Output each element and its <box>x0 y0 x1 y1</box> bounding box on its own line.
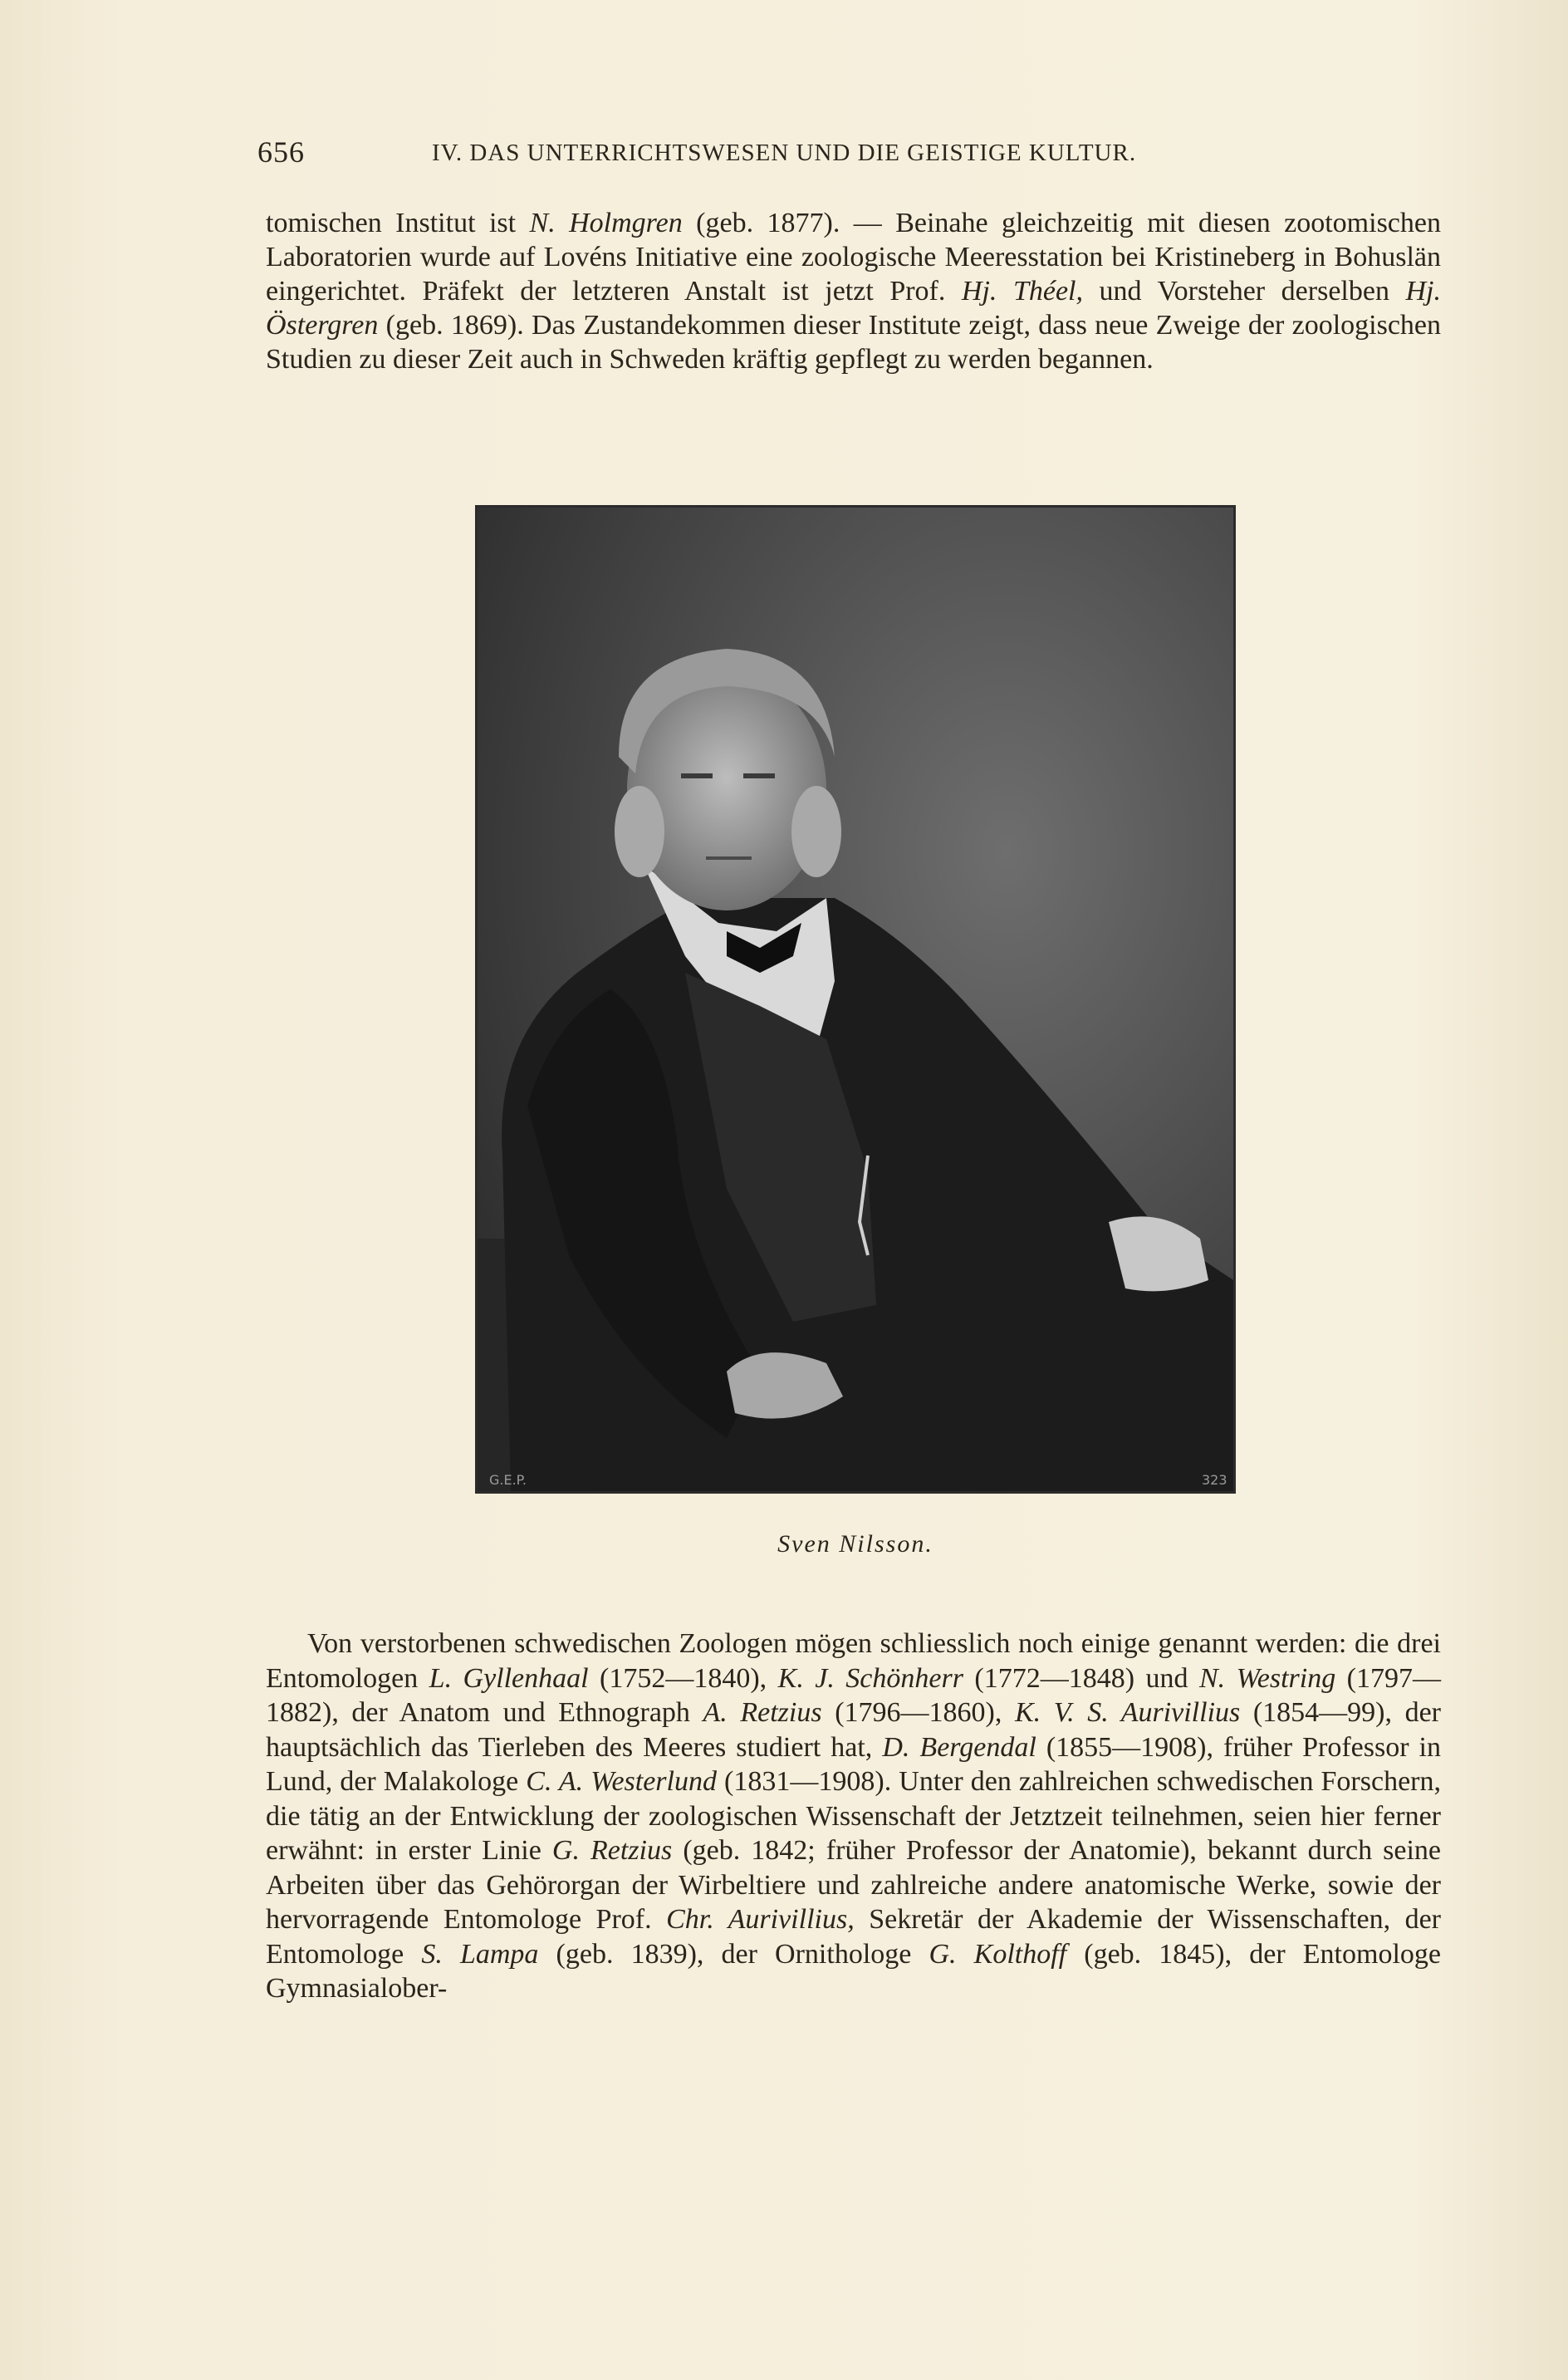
person-name: S. Lampa <box>421 1938 539 1970</box>
paragraph-bottom <box>266 1627 1441 2006</box>
portrait-photograph <box>475 505 1236 1494</box>
page-number: 656 <box>257 135 305 169</box>
person-name: N. Holmgren <box>529 208 683 238</box>
text-run: (1752—1840), <box>588 1662 778 1694</box>
text-run: (1797—1882), der Anatom und Ethnograph <box>266 1662 1442 1728</box>
person-name: C. A. Westerlund <box>526 1766 717 1797</box>
text-run: Von <box>307 1628 360 1659</box>
person-name: Chr. Aurivillius, <box>666 1904 855 1935</box>
text-run: (1854—99), der hauptsächlich das Tierleben des Meeres studiert hat, <box>266 1697 1442 1763</box>
text-run: (geb. 1842; früher Professor der Anatomie), bekannt durch seine Arbeiten über das Gehörorgan der Wirbeltiere und zahlreiche andere anatomische Werke, sowie der hervorragende Entomologe Prof. <box>266 1835 1441 1935</box>
person-name: G. Retzius <box>551 1835 673 1866</box>
text-run: (1796—1860), <box>821 1697 1015 1728</box>
running-title: IV. DAS UNTERRICHTSWESEN UND DIE GEISTIGE KULTUR. <box>432 140 1137 166</box>
person-name: K. V. S. Aurivillius <box>1014 1697 1241 1728</box>
text-run: (1855—1908), früher Professor in Lund, der Malakologe <box>266 1731 1442 1797</box>
person-name: G. Kolthoff <box>929 1938 1067 1970</box>
figure-caption: Sven Nilsson. <box>777 1530 933 1558</box>
paragraph-top <box>266 206 1441 376</box>
text-run: Sekretär der Akademie der Wissenschaften, der Entomologe <box>266 1904 1441 1970</box>
page-header <box>257 135 1445 168</box>
person-name: Hj. Östergren <box>266 276 1441 341</box>
text-run: und Vorsteher derselben <box>1083 276 1406 307</box>
person-name: K. J. Schönherr <box>777 1662 963 1694</box>
person-name: N. Westring <box>1198 1662 1336 1694</box>
text-run: tomischen Institut ist <box>266 208 530 238</box>
engraver-mark-left: G.E.P. <box>489 1472 527 1488</box>
text-run: (1772—1848) und <box>963 1662 1199 1694</box>
text-run: (geb. 1839), der Ornithologe <box>538 1938 929 1970</box>
text-run: (1831—1908). Unter den zahlreichen schwedischen Forschern, die tätig an der Entwicklung der zoologischen Wissenschaft der Jetztzeit teilnehmen, seien hier ferner erwähnt: in erster Linie <box>266 1766 1441 1866</box>
person-name: L. Gyllenhaal <box>429 1662 589 1694</box>
person-name: Hj. Théel, <box>961 276 1083 307</box>
text-run: (geb. 1869). Das Zustandekommen dieser Institute zeigt, dass neue Zweige der zoologischen Studien zu dieser Zeit auch in Schweden kräftig gepflegt zu werden begannen. <box>266 310 1441 375</box>
text-run: (geb. 1877). — Beinahe gleichzeitig mit diesen zootomischen Laboratorien wurde auf Lovéns Initiative eine zoologische Meeresstation bei Kristineberg in Bohuslän eingerichtet. Präfekt der letzteren Anstalt ist jetzt Prof. <box>266 208 1441 307</box>
plate-number: 323 <box>1202 1472 1227 1488</box>
person-name: A. Retzius <box>703 1697 822 1728</box>
person-name: D. Bergendal <box>882 1731 1036 1763</box>
text-run: verstorbenen schwedischen Zoologen mögen schliesslich noch einige genannt werden: die drei Entomologen <box>266 1628 1442 1694</box>
text-run: (geb. 1845), der Entomologe Gymnasialober- <box>266 1938 1441 2004</box>
portrait-illustration <box>478 508 1233 1491</box>
